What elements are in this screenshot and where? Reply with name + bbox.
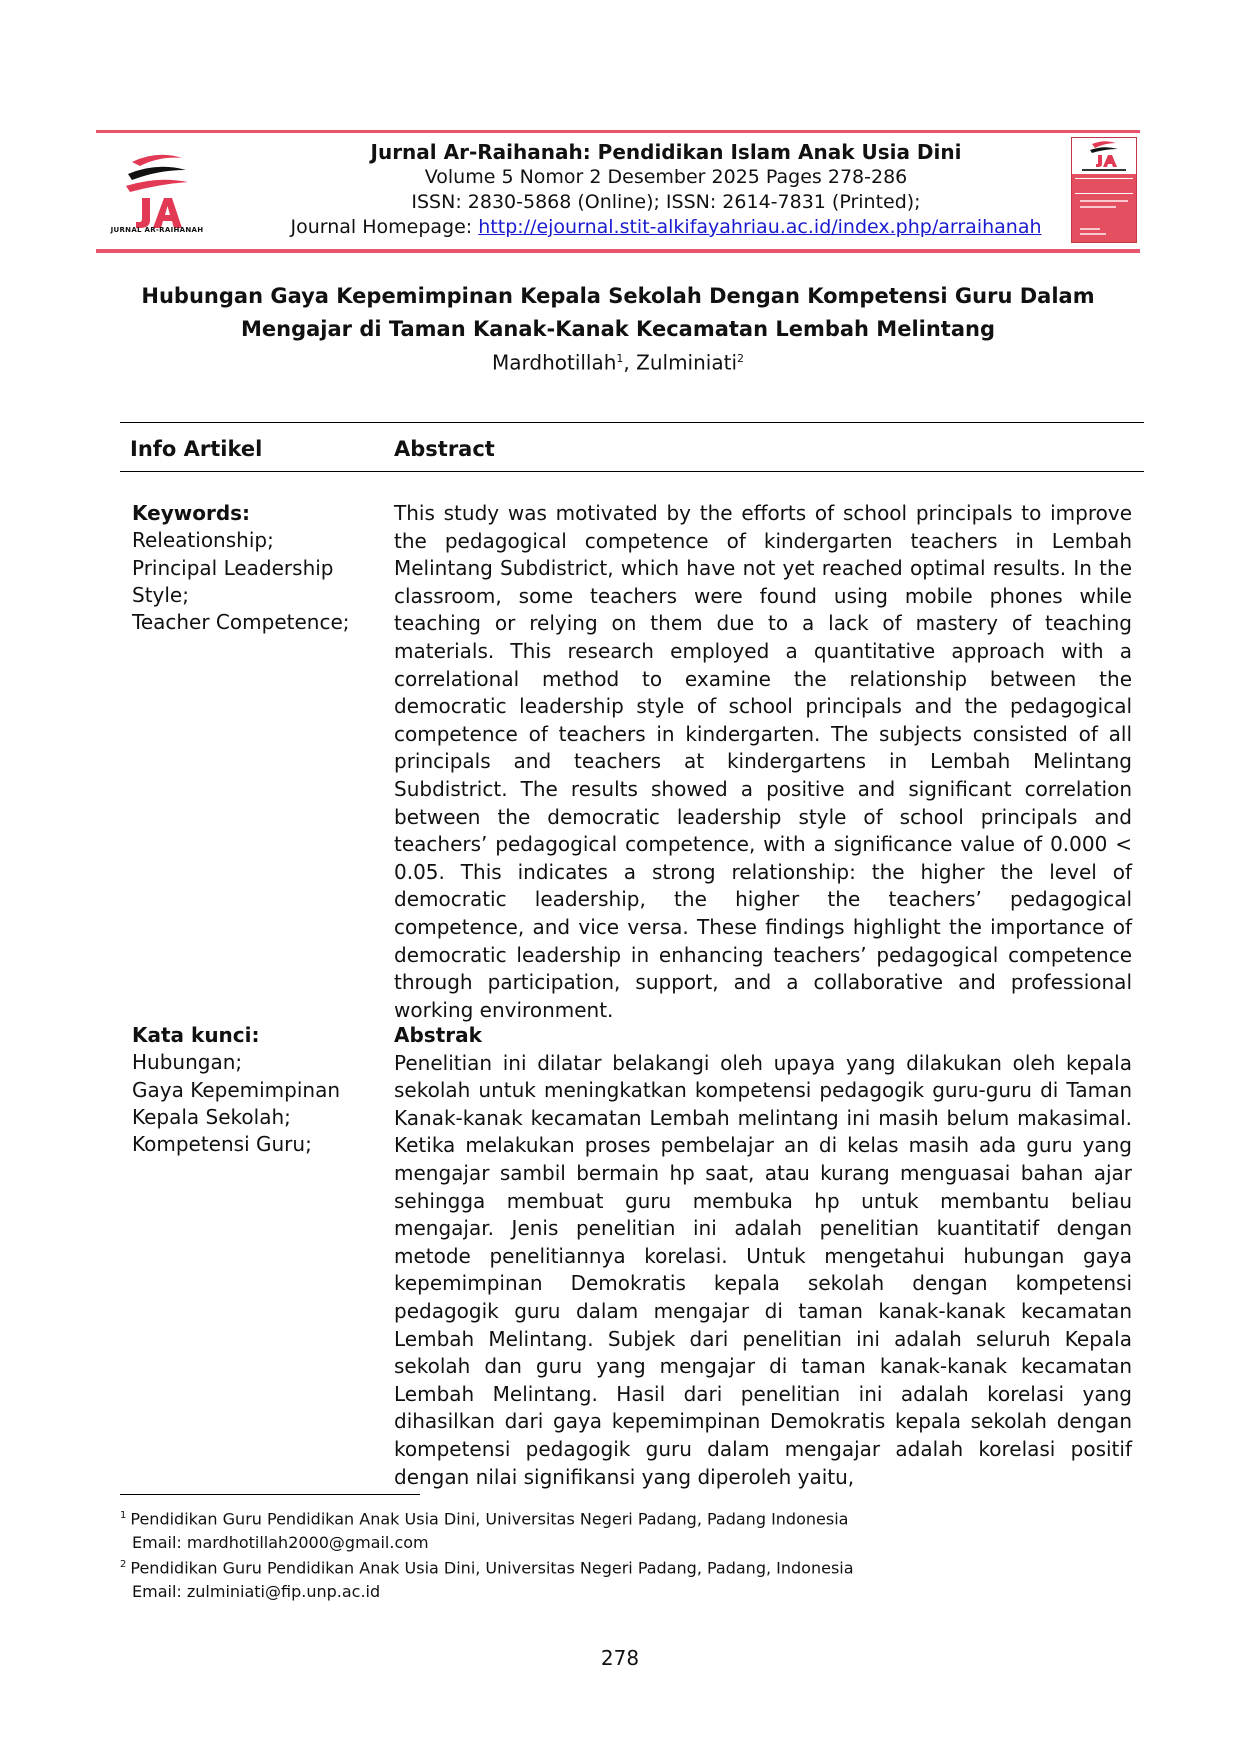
homepage-label: Journal Homepage: [290,216,479,238]
info-artikel-header: Info Artikel [130,437,263,461]
page-number: 278 [600,1646,640,1670]
cover-top [1072,138,1136,174]
journal-issn: ISSN: 2830-5868 (Online); ISSN: 2614-7831 (Printed); [411,191,921,213]
keyword-item: Hubungan; [132,1050,243,1075]
footnote-2 [120,1553,980,1604]
header-top-rule [96,130,1140,133]
keyword-item: Style; [132,582,189,607]
journal-homepage [276,215,1056,240]
abstract-header: Abstract [394,437,495,461]
footnote-affiliation: Pendidikan Guru Pendidikan Anak Usia Dini, Universitas Negeri Padang, Padang Indonesia [130,1509,849,1529]
keywords-id [132,1022,362,1158]
author-1: Mardhotillah [491,350,617,375]
journal-volume: Volume 5 Nomor 2 Desember 2025 Pages 278-286 [424,166,908,188]
cover-line [1080,233,1106,235]
header-bottom-rule [96,249,1140,253]
keyword-item: Gaya Kepemimpinan [132,1077,341,1102]
cover-line [1080,200,1128,202]
author-2: Zulminiati [636,350,737,375]
journal-cover-thumbnail [1071,137,1137,243]
author-2-affil: 2 [737,352,744,365]
keyword-item: Releationship; [132,528,274,553]
abstract-en [394,500,1132,1024]
homepage-link[interactable]: http://ejournal.stit-alkifayahriau.ac.id/index.php/arraihanah [478,216,1042,238]
article-title-line2: Mengajar di Taman Kanak-Kanak Kecamatan Lembah Melintang [240,317,995,341]
article-title [96,280,1140,346]
cover-line [1080,228,1100,230]
journal-header [96,130,1140,254]
keywords-en-heading: Keywords: [132,501,251,525]
table-header-rule [120,471,1144,472]
journal-info [276,140,1056,240]
abstract-en-text: This study was motivated by the efforts of school principals to improve the pedagogical competence of kindergarten teachers in Lembah Melintang Subdistrict, which have not yet reached optimal results. In the classroom, some teachers were found using mobile phones while teaching or relying on them due to a lack of mastery of teaching materials. This research employed a quantitative approach with a correlational method to examine the relationship between the democratic leadership style of school principals and the pedagogical competence of teachers in kindergarten. The subjects consisted of all principals and teachers at kindergartens in Lembah Melintang Subdistrict. The results showed a positive and significant correlation between the democratic leadership style of school principals and teachers’ pedagogical competence, with a significance value of 0.000 < 0.05. This indicates a strong relationship: the higher the level of democratic leadership, the higher the teachers’ pedagogical competence, and vice versa. These findings highlight the importance of democratic leadership in enhancing teachers’ pedagogical competence through participation, support, and a collaborative and professional working environment. [394,501,1132,1022]
journal-logo [102,148,212,238]
cover-title-band [1075,178,1133,194]
author-1-affil: 1 [616,352,624,365]
keyword-item: Teacher Competence; [132,610,350,635]
cover-line [1080,206,1116,208]
footnote-affiliation: Pendidikan Guru Pendidikan Anak Usia Dini, Universitas Negeri Padang, Padang, Indonesia [130,1558,854,1578]
keywords-id-heading: Kata kunci: [132,1023,260,1047]
footnote-rule [120,1494,420,1495]
footnote-email: Email: mardhotillah2000@gmail.com [132,1533,429,1553]
cover-logo-icon [1072,138,1136,174]
footnote-email: Email: zulminiati@fip.unp.ac.id [132,1582,381,1602]
article-title-line1: Hubungan Gaya Kepemimpinan Kepala Sekolah Dengan Kompetensi Guru Dalam [141,284,1095,308]
abstract-id-text: Penelitian ini dilatar belakangi oleh upaya yang dilakukan oleh kepala sekolah untuk meningkatkan kompetensi pedagogik guru-guru di Taman Kanak-kanak kecamatan Lembah melintang ini masih belum makasimal. Ketika melakukan proses pembelajar an di kelas masih ada guru yang mengajar sambil bermain hp saat, atau kurang menguasai bahan ajar sehingga membuat guru membuka hp untuk membantu beliau mengajar. Jenis penelitian ini adalah penelitian kuantitatif dengan metode penelitiannya korelasi. Untuk mengetahui hubungan gaya kepemimpinan Demokratis kepala sekolah dengan kompetensi pedagogik guru dalam mengajar di taman kanak-kanak kecamatan Lembah Melintang. Subjek dari penelitian ini adalah seluruh Kepala sekolah dan guru yang mengajar di taman kanak-kanak kecamatan Lembah Melintang. Hasil dari penelitian ini adalah korelasi yang dihasilkan dari gaya kepemimpinan Demokratis kepala sekolah dengan kompetensi pedagogik guru dalam mengajar adalah korelasi positif dengan nilai signifikansi yang diperoleh yaitu, [394,1050,1132,1489]
authors [96,346,1140,376]
footnote-number: 2 [120,1559,127,1570]
keyword-item: Kompetensi Guru; [132,1132,312,1157]
keyword-item: Kepala Sekolah; [132,1104,291,1129]
keywords-en [132,500,362,636]
abstract-id [394,1022,1132,1491]
keyword-item: Principal Leadership [132,555,334,580]
author-separator: , [623,350,637,375]
journal-logo-text: JURNAL AR-RAIHANAH [110,226,204,234]
footnote-1 [120,1504,980,1555]
abstract-id-heading: Abstrak [394,1023,482,1047]
footnote-number: 1 [120,1510,127,1521]
journal-title: Jurnal Ar-Raihanah: Pendidikan Islam Anak Usia Dini [370,140,962,164]
table-top-rule [120,422,1144,423]
